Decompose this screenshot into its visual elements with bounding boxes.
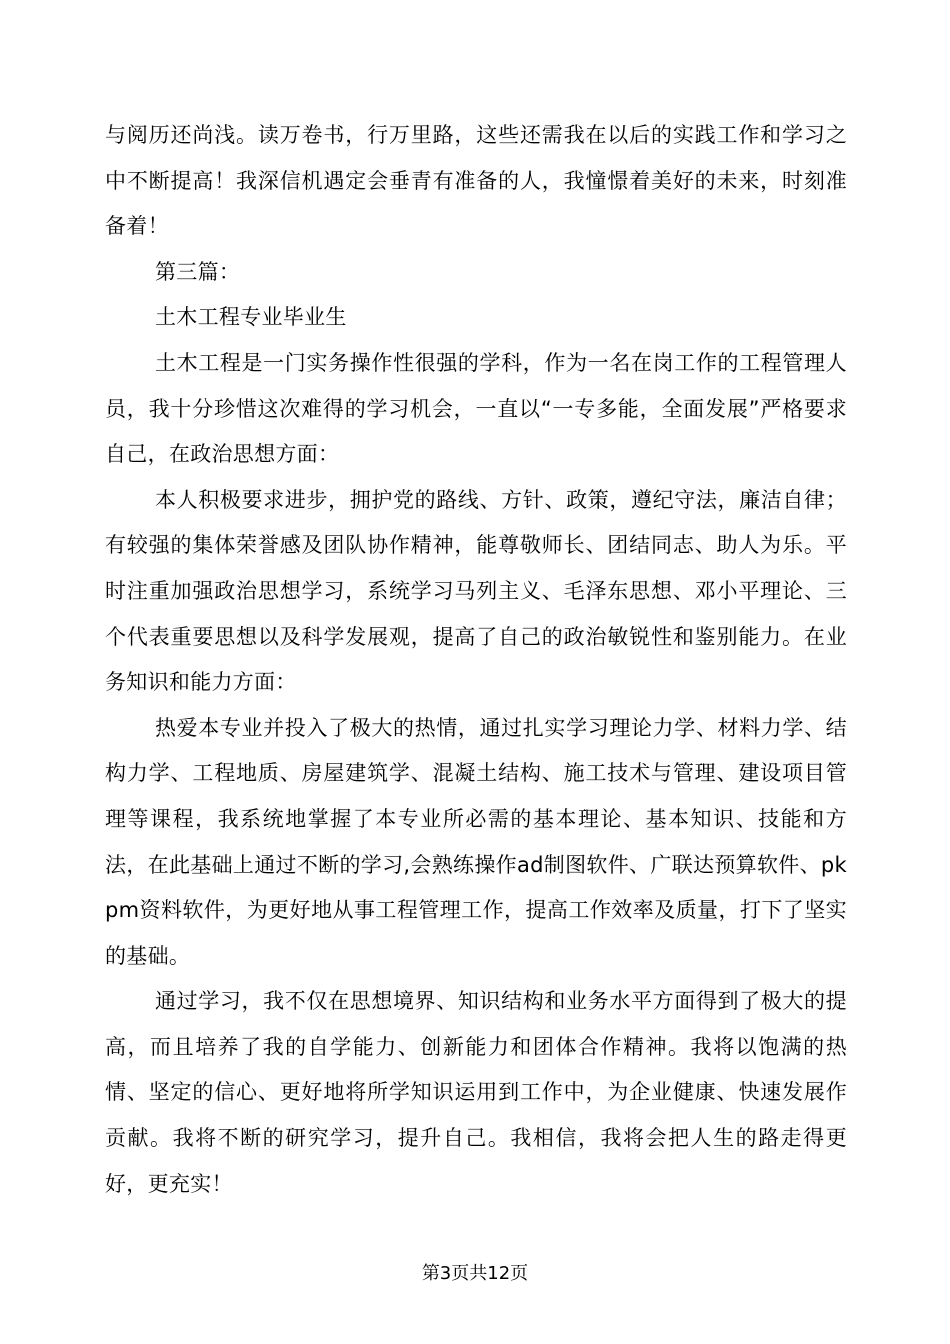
- paragraph-continuation: 与阅历还尚浅。读万卷书，行万里路，这些还需我在以后的实践工作和学习之中不断提高！我深信机遇定会垂青有准备的人，我憧憬着美好的未来，时刻准备着！: [105, 123, 847, 239]
- paragraph-political: 本人积极要求进步，拥护党的路线、方针、政策，遵纪守法，廉洁自律；有较强的集体荣誉感及团队协作精神，能尊敬师长、团结同志、助人为乐。平时注重加强政治思想学习，系统学习马列主义、毛泽东思想、邓小平理论、三个代表重要思想以及科学发展观，提高了自己的政治敏锐性和鉴别能力。在业务知识和能力方面：: [105, 487, 847, 695]
- paragraph-conclusion: 通过学习，我不仅在思想境界、知识结构和业务水平方面得到了极大的提高，而且培养了我的自学能力、创新能力和团体合作精神。我将以饱满的热情、坚定的信心、更好地将所学知识运用到工作中，为企业健康、快速发展作贡献。我将不断的研究学习，提升自己。我相信，我将会把人生的路走得更好，更充实！: [105, 989, 847, 1196]
- section-heading: 第三篇：: [155, 259, 241, 284]
- section-subtitle: 土木工程专业毕业生: [155, 305, 347, 330]
- page-number-footer: 第3页共12页: [421, 1263, 529, 1284]
- paragraph-intro: 土木工程是一门实务操作性很强的学科，作为一名在岗工作的工程管理人员，我十分珍惜这次难得的学习机会，一直以“一专多能，全面发展”严格要求自己，在政治思想方面：: [105, 350, 847, 467]
- document-body: [105, 113, 847, 1207]
- paragraph-professional: 热爱本专业并投入了极大的热情，通过扎实学习理论力学、材料力学、结构力学、工程地质、房屋建筑学、混凝土结构、施工技术与管理、建设项目管理等课程，我系统地掌握了本专业所必需的基本理论、基本知识、技能和方法，在此基础上通过不断的学习,会熟练操作ad制图软件、广联达预算软件、pkpm资料软件，为更好地从事工程管理工作，提高工作效率及质量，打下了坚实的基础。: [105, 715, 847, 968]
